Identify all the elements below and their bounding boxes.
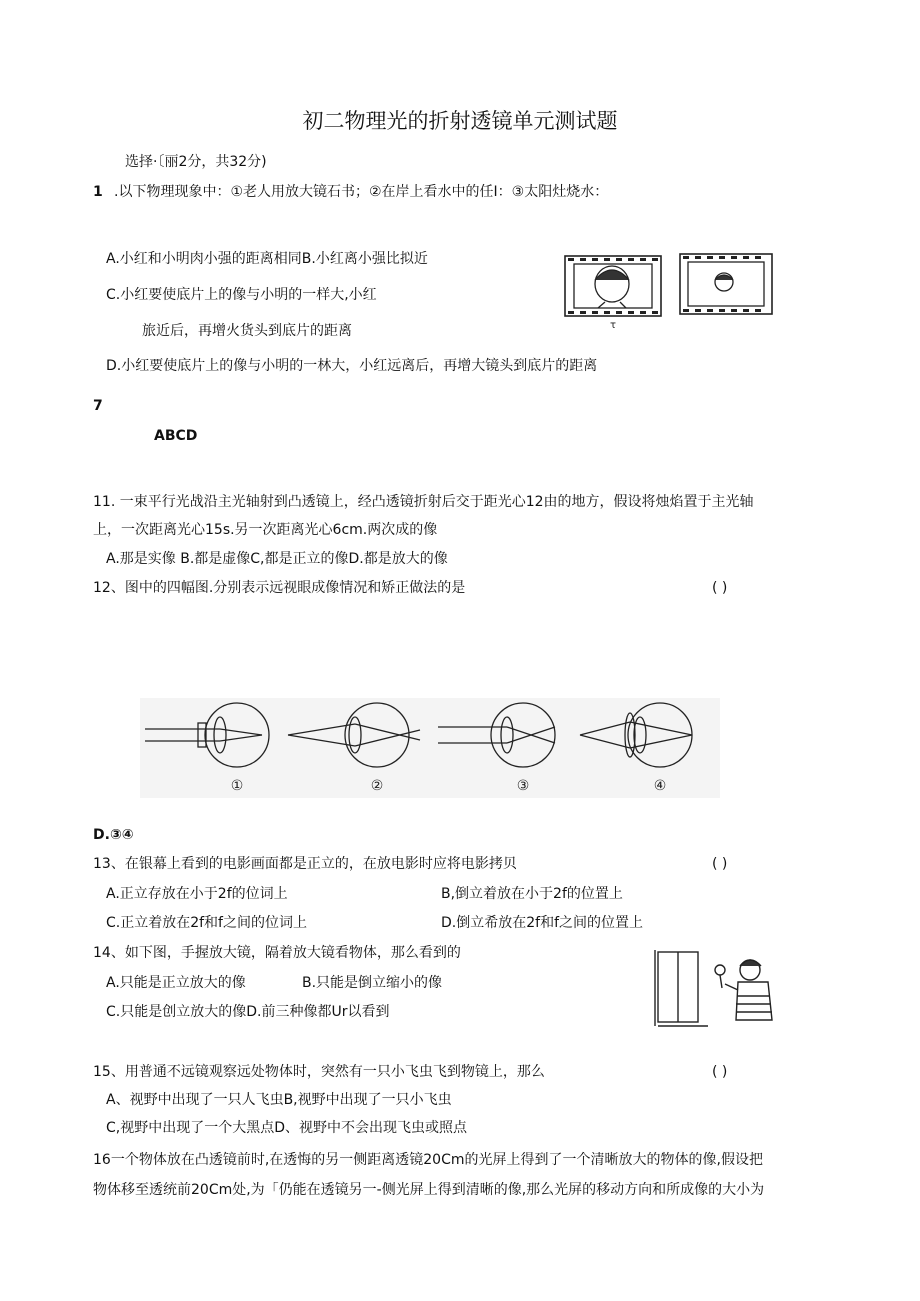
q1-option-c-cont: 旅近后，再增火货头到底片的距离 [142,323,352,339]
eye-diagram-label-2: ② [370,778,384,794]
eye-diagram-label-4: ④ [653,778,667,794]
q15-text: 15、用普通不远镜观察远处物体时，突然有一只小飞虫飞到物镜上，那么 [93,1064,545,1080]
q1-number: 1 [93,184,103,200]
q13-option-c: C.正立着放在2f和f之间的位词上 [106,915,307,931]
page-title: 初二物理光的折射透镜单元测试题 [302,109,618,133]
q14-option-c: C.只能是创立放大的像D.前三种像都Ur以看到 [106,1004,390,1020]
q12-text: 12、图中的四幅图.分别表示远视眼成像情况和矫正做法的是 [93,580,466,596]
eye-diagram-label-1: ① [230,778,244,794]
q1-option-c: C.小红要使底片上的像与小明的一样大,小红 [106,287,377,303]
q7-options: ABCD [154,428,198,444]
q11-text-line2: 上，一次距离光心15s.另一次距离光心6cm.两次成的像 [93,522,438,538]
q14-option-a: A.只能是正立放大的像 [106,975,246,991]
eye-diagrams-figure [140,698,720,798]
q15-answer-paren: ( ) [712,1064,728,1080]
film-strip-figure [560,250,780,330]
q13-text: 13、在银幕上看到的电影画面都是正立的，在放电影时应将电影拷贝 [93,856,517,872]
q12-answer: D.③④ [93,827,134,843]
q13-answer-paren: ( ) [712,856,728,872]
q1-option-a: A.小红和小明肉小强的距离相同B.小红离小强比拟近 [106,251,428,267]
q7-number: 7 [93,398,103,414]
q11-options: A.那是实像 B.都是虚像C,都是正立的像D.都是放大的像 [106,551,448,567]
film-caption: τ [610,320,617,330]
q14-option-b: B.只能是倒立缩小的像 [302,975,443,991]
q13-option-a: A.正立存放在小于2f的位词上 [106,886,288,902]
q1-text: .以下物理现象中：①老人用放大镜石书；②在岸上看水中的任I：③太阳灶烧水： [114,184,609,200]
q1-option-d: D.小红要使底片上的像与小明的一林大，小红远离后，再增大镜头到底片的距离 [106,358,598,374]
q15-option-c: C,视野中出现了一个大黑点D、视野中不会出现飞虫或照点 [106,1120,468,1136]
q13-option-b: B,倒立着放在小于2f的位置上 [441,886,623,902]
q16-text-line1: 16一个物体放在凸透镜前时,在透悔的另一侧距离透镜20Cm的光屏上得到了一个清晰放大的物体的像,假设把 [93,1152,763,1168]
q13-option-d: D.倒立希放在2f和f之间的位置上 [441,915,643,931]
q16-text-line2: 物体移至透统前20Cm处,为「仍能在透镜另一-侧光屏上得到清晰的像,那么光屏的移动方向和所成像的大小为 [93,1182,765,1198]
section-heading: 选择·〔丽2分，共32分) [125,154,267,170]
eye-diagram-label-3: ③ [516,778,530,794]
q11-text-line1: 11. 一束平行光战沿主光轴射到凸透镜上，经凸透镜折射后交于距光心12由的地方，假设将烛焰置于主光轴 [93,494,754,510]
magnifier-figure [650,948,785,1033]
q15-option-a: A、视野中出现了一只人飞虫B,视野中出现了一只小飞虫 [106,1092,452,1108]
q12-answer-paren: ( ) [712,580,728,596]
q14-text: 14、如下图，手握放大镜，隔着放大镜看物体，那么看到的 [93,945,461,961]
